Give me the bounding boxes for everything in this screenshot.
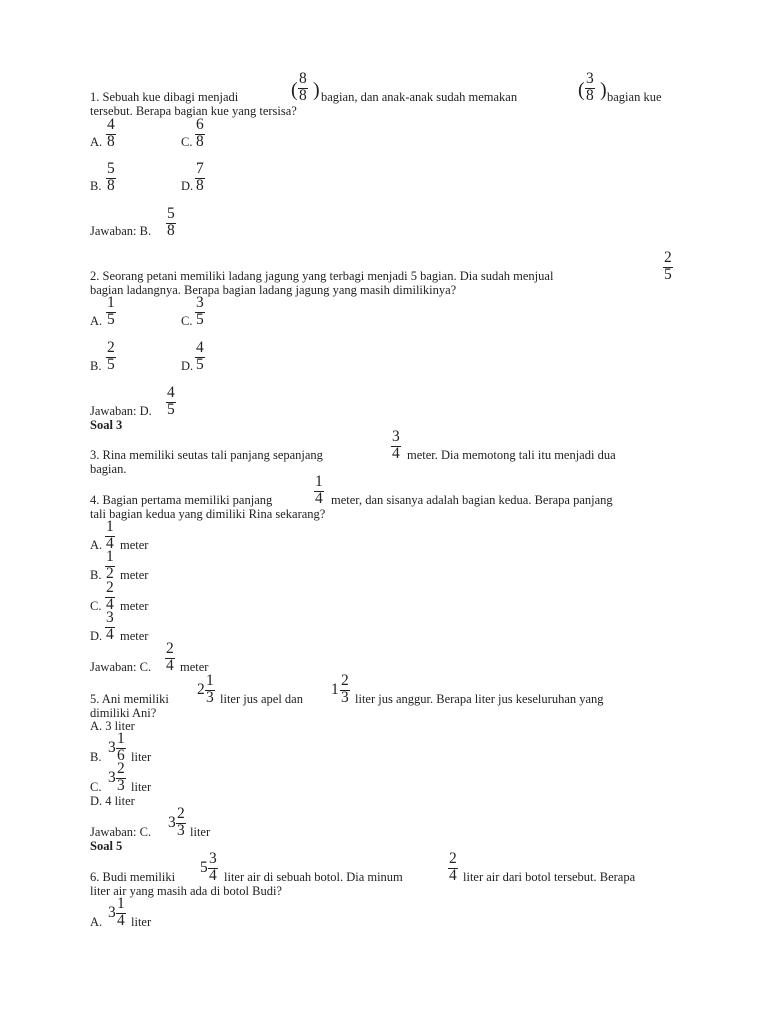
q2-option-a-label: A.: [90, 314, 103, 328]
q6-option-a-label: A.: [90, 915, 103, 929]
q4-option-c-label: C.: [90, 599, 102, 613]
q2-fraction-1: 2 5: [664, 249, 672, 283]
q6-option-a-fraction: 1 4: [117, 895, 125, 929]
q3-text-line2: bagian.: [90, 462, 127, 476]
q4-option-a-fraction: 1 4: [106, 518, 114, 552]
q3-text-b: meter. Dia memotong tali itu menjadi dua: [407, 448, 616, 462]
q4-text-a: 4. Bagian pertama memiliki panjang: [90, 493, 273, 507]
q5-mixed-2-fraction: 2 3: [341, 672, 349, 706]
q6-text-a: 6. Budi memiliki: [90, 870, 176, 884]
soal-3-heading: Soal 3: [90, 418, 123, 432]
q1-option-b-label: B.: [90, 179, 102, 193]
q6-mixed-1-fraction: 3 4: [209, 850, 217, 884]
q5-option-b-whole: 3: [108, 739, 116, 756]
q5-option-c-whole: 3: [108, 769, 116, 786]
q1-paren-open: (: [291, 79, 298, 101]
q2-option-d-fraction: 4 5: [196, 339, 204, 373]
q3-text-a: 3. Rina memiliki seutas tali panjang sepanjang: [90, 448, 323, 462]
q5-option-c-fraction: 2 3: [117, 760, 125, 794]
q1-option-c-label: C.: [181, 135, 193, 149]
q4-answer-unit: meter: [180, 660, 209, 674]
q6-text-line2: liter air yang masih ada di botol Budi?: [90, 884, 282, 898]
q5-option-c-label: C.: [90, 780, 102, 794]
q2-text-a: 2. Seorang petani memiliki ladang jagung yang terbagi menjadi 5 bagian. Dia sudah menjual: [90, 269, 554, 283]
q1-option-b-fraction: 5 8: [107, 160, 115, 194]
q1-option-a-fraction: 4 8: [107, 116, 115, 150]
q2-answer-label: Jawaban: D.: [90, 404, 152, 418]
q1-fraction-1: 8 8: [299, 70, 307, 104]
q5-option-c-unit: liter: [131, 780, 152, 794]
q4-option-b-label: B.: [90, 568, 102, 582]
q5-mixed-1-fraction: 1 3: [206, 672, 214, 706]
q2-option-a-fraction: 1 5: [107, 294, 115, 328]
q6-option-a-unit: liter: [131, 915, 152, 929]
q4-option-b-unit: meter: [120, 568, 149, 582]
q5-text-line2: dimiliki Ani?: [90, 706, 157, 720]
q6-fraction-1: 2 4: [449, 850, 457, 884]
q6-text-c: liter air dari botol tersebut. Berapa: [463, 870, 636, 884]
q1-text-a: 1. Sebuah kue dibagi menjadi: [90, 90, 239, 104]
q1-answer-label: Jawaban: B.: [90, 224, 152, 238]
q1-text-b: bagian, dan anak-anak sudah memakan: [321, 90, 518, 104]
q4-option-b-fraction: 1 2: [106, 548, 114, 582]
q6-option-a-whole: 3: [108, 904, 116, 921]
q5-mixed-1-whole: 2: [197, 681, 205, 698]
q2-option-d-label: D.: [181, 359, 194, 373]
q1-option-d-fraction: 7 8: [196, 160, 204, 194]
q1-fraction-2: 3 8: [586, 70, 594, 104]
q1-option-a-label: A.: [90, 135, 103, 149]
q5-text-c: liter jus anggur. Berapa liter jus keseluruhan yang: [355, 692, 604, 706]
q1-answer-fraction: 5 8: [167, 205, 175, 239]
q4-option-c-unit: meter: [120, 599, 149, 613]
q2-option-c-label: C.: [181, 314, 193, 328]
q3-fraction-1: 3 4: [392, 428, 400, 462]
q1-paren-close-2: ): [600, 79, 607, 101]
q5-option-a: A. 3 liter: [90, 719, 135, 733]
q4-option-d-fraction: 3 4: [106, 609, 114, 643]
q1-text-line2: tersebut. Berapa bagian kue yang tersisa?: [90, 104, 297, 118]
q5-answer-label: Jawaban: C.: [90, 825, 152, 839]
q4-option-d-unit: meter: [120, 629, 149, 643]
q5-answer-unit: liter: [190, 825, 211, 839]
q4-answer-label: Jawaban: C.: [90, 660, 152, 674]
q4-option-d-label: D.: [90, 629, 103, 643]
q5-mixed-2-whole: 1: [331, 681, 339, 698]
soal-5-heading: Soal 5: [90, 839, 123, 853]
q2-option-b-label: B.: [90, 359, 102, 373]
q2-answer-fraction: 4 5: [167, 384, 175, 418]
q4-answer-fraction: 2 4: [166, 640, 174, 674]
q1-option-c-fraction: 6 8: [196, 116, 204, 150]
q5-text-a: 5. Ani memiliki: [90, 692, 169, 706]
q4-option-a-unit: meter: [120, 538, 149, 552]
q1-paren-open-2: (: [578, 79, 585, 101]
q2-option-c-fraction: 3 5: [196, 294, 204, 328]
q4-text-b: meter, dan sisanya adalah bagian kedua. Berapa panjang: [331, 493, 613, 507]
q6-mixed-1-whole: 5: [200, 859, 208, 876]
q5-text-b: liter jus apel dan: [220, 692, 303, 706]
q1-option-d-label: D.: [181, 179, 194, 193]
q5-option-d: D. 4 liter: [90, 794, 135, 808]
q1-paren-close: ): [313, 79, 320, 101]
q5-answer-whole: 3: [168, 814, 176, 831]
q1-text-c: bagian kue: [607, 90, 662, 104]
q5-option-b-unit: liter: [131, 750, 152, 764]
q2-option-b-fraction: 2 5: [107, 339, 115, 373]
q5-option-b-label: B.: [90, 750, 102, 764]
q5-answer-fraction: 2 3: [177, 805, 185, 839]
q4-fraction-1: 1 4: [315, 473, 323, 507]
q6-text-b: liter air di sebuah botol. Dia minum: [224, 870, 403, 884]
q4-text-line2: tali bagian kedua yang dimiliki Rina sekarang?: [90, 507, 326, 521]
q2-text-line2: bagian ladangnya. Berapa bagian ladang jagung yang masih dimilikinya?: [90, 283, 457, 297]
q5-option-b-fraction: 1 6: [117, 730, 125, 764]
q4-option-a-label: A.: [90, 538, 103, 552]
q4-option-c-fraction: 2 4: [106, 579, 114, 613]
